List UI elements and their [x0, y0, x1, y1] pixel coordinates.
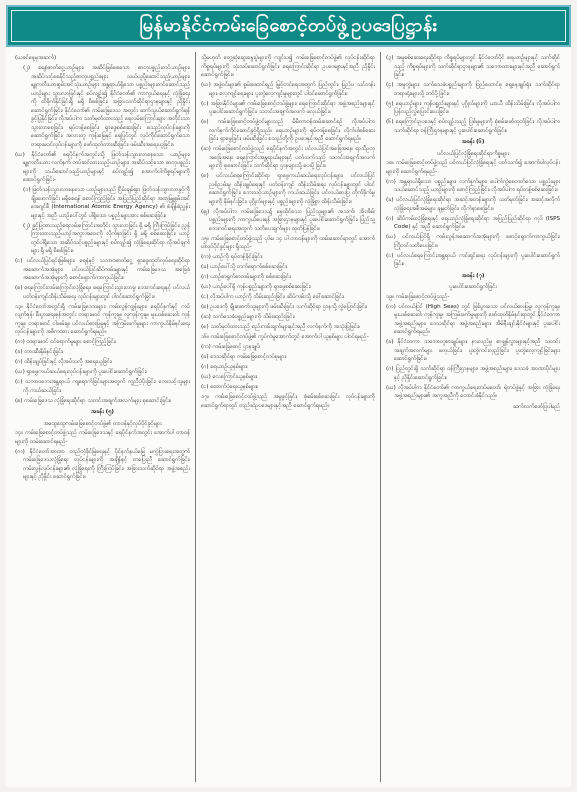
paragraph: (၃) အမှုစစ်ဆေးရေးဆိုင်ရာ ကိစ္စရပ်များတွင် နိုင်ငံတော်ပိုင် ရေယာဉ်များနှင့် သက်ဆိုင်သည့် ကိစ္စရပ်များကို သက်ဆိုင်ရာဌာနများ၏ သဘောထားများနှင့်အညီ ဆောင်ရွက်ခြင်း။ — [386, 55, 560, 78]
paragraph: (ဇ) ပင်လယ်ရေကြောင်းဆိုင်ရာ ရှာဖွေကယ်ဆယ်ရေးလုပ်ငန်းများ၊ ပင်လယ်ပြင် ညစ်ညမ်းမှု ထိန်းချုပ်ရေးနှင့် ပတ်ဝန်းကျင် ထိန်းသိမ်းရေး လုပ်ငန်းများတွင် ပါဝင်ဆောင်ရွက်ခြင်း၊ ဘေးသင့်ယာဉ်များကို ကယ်ဆယ်ခြင်း၊ ပင်လယ်ဓားပြ တိုက်ခိုက်မှုများကို နှိမ်နင်းခြင်း၊ ပုဂ္ဂိုလ်များနှင့် ပစ္စည်းများကို လုံခြုံစွာ ထိန်းသိမ်းခြင်း။ — [201, 173, 375, 205]
paragraph: (စ) ကမ်းခြေဒေသ လုံခြုံရေးဆိုင်ရာ သတင်းအချက်အလက်များ စုဆောင်းခြင်း။ — [15, 397, 172, 404]
continued-note: ဆက်လက်ဖော်ပြပါမည် — [512, 403, 560, 410]
paragraph: (ဂ) ရေယာဉ်ယူနစ်များ၊ — [201, 364, 248, 370]
paragraph: (ဃ) နိုင်ငံတော်၏ ရေပိုင်နက်အတွင်းသို့ ဖြတ်သန်းသွားလာနေသော ယာဉ်များ၊ နျူကလီးယား လက်နက် တပ်ဆင်ထားသည့်ယာဉ်များ၊ အဆိပ်သင့်သော ဓာတုပစ္စည်းများကို သယ်ဆောင်သည့်ယာဉ်များနှင့် စပ်လျဉ်း၍ အောက်ပါကိစ္စရပ်များကို ဆောင်ရွက်ခြင်း- — [15, 151, 190, 183]
paragraph: (စ) ရေကြောင်းလမ်းကြောင်းလုံခြုံရေး၊ ရေကြောင်းသွားလာမှု ဘေးကင်းရေးနှင့် ပင်လယ်ပတ်ဝန်းကျင်ထိန်းသိမ်းရေး လုပ်ငန်းများတွင် ပါဝင်ဆောင်ရွက်ခြင်း။ — [15, 285, 190, 300]
section-heading: အခန်း (၅) — [91, 409, 114, 415]
section-heading: ပင်လယ်ပြင်လုံခြုံရေးဆိုင်ရာကိစ္စများ — [437, 150, 509, 157]
paragraph: (၄) အမှုတွဲများ၊ သက်သေခံပစ္စည်းများကို ပြည်ထောင်စု ရှေ့နေချုပ်ရုံး၊ သက်ဆိုင်ရာ တရားရုံးများသို့ တင်ပို့ခြင်း။ — [386, 82, 560, 97]
paragraph: ၁၃။ နိုင်ငံတော်အတွင်းရှိ ကမ်းခြေဒေသများ၊ ကမ်းလွန်ကျွန်းများ၊ ရေပိုင်နက်နှင့် ကပ်လျက်ဇုန်၊ စီးပွားရေးဇုန်အတွင်း တရားမဝင် ကုန်ကူးမှု၊ လူကုန်ကူးမှု၊ မူးယစ်ဆေးဝါး ကုန်ကူးမှု၊ တရားမဝင် ငါးဖမ်းမှု၊ ပင်လယ်ဓားပြမှုနှင့် အကြမ်းဖက်မှုများ ကာကွယ်နှိမ်နင်းရေးလုပ်ငန်းများကို အဓိကထား ဆောင်ရွက်ရမည်။ — [15, 303, 190, 335]
paragraph: (ဂ) ပြည်တွင်းရှိ သက်ဆိုင်ရာ ဝန်ကြီးဌာနများ၊ အဖွဲ့အစည်းများ၊ ဒေသခံ အာဏာပိုင်များနှင့် ညှိနှိုင်းဆောင်ရွက်ခြင်း။ — [386, 366, 560, 381]
paragraph: (က) အန္တရာယ်ရှိသော ပစ္စည်းများ၊ လက်နက်များ၊ ပေါက်ကွဲစေတတ်သော ပစ္စည်းများ သယ်ဆောင်သည့် ယာဉ်များကို စောင့်ကြည့်ခြင်း၊ လိုအပ်ပါက ရပ်တန့်စစ်ဆေးခြင်း။ — [386, 178, 560, 193]
paragraph: (၂) ရေနံဓာတ်ငွေ့ယာဉ်များ၊ အဆိပ်ဖြစ်စေသော ဓာတုပစ္စည်းတင်ယာဉ်များ၊ အဆိပ်သင့်စေနိုင်သည့်ဓာတုပစ္စည်းများ သယ်ယူပို့ဆောင်သည့်ယာဉ်များ၊ နျူကလီးယားစွမ်းအင်သုံးယာဉ်များ အန္တရာယ်ရှိသော ပစ္စည်းများတင်ဆောင်သည့် ယာဉ်များ သွားလာခြင်းနှင့် စပ်လျဉ်း၍ နိုင်ငံတော်၏ ကာကွယ်ရေးနှင့် လုံခြုံရေးကို ထိခိုက်နိုင်ခြင်းရှိ မရှိ စိစစ်ခြင်း၊ အခြားသက်ဆိုင်ရာဌာနများနှင့် ညှိနှိုင်းဆောင်ရွက်ခြင်း၊ နိုင်ငံတော်၏ ကမ်းခြေဒေသ အတွင်း ဆက်သွယ်ဆောင်ရွက်ရန် ခွင့်ပြုနိုင်ခြင်း၊ လိုအပ်ပါက သတ်မှတ်ထားသည့် ရေလမ်းကြောင်းများ အတိုင်းသာ သွားလာစေခြင်း၊ ရပ်တန့်စေခြင်း၊ ရှာဖွေစစ်ဆေးခြင်း စသည့်လုပ်ငန်းများကို ဆောင်ရွက်ခြင်း၊ အလားတူ ကုန်းမြေနှင့် ရေပြင်တွင် လုပ်ကိုင်ဆောင်ရွက်သော တရားမဝင်လုပ်ငန်းများကို ဖော်ထုတ်တားဆီးခြင်း၊ ဖမ်းဆီးအရေးယူခြင်း။ — [23, 65, 190, 148]
paragraph: (က) နိုင်ငံတော်အာဏာ တည်တံ့ခိုင်မြဲရေးနှင့် ပိုင်နက်နယ်မြေ မကွဲပြားရေးအတွက် ကမ်းခြေဒေသလုံခြုံရေး လုပ်ငန်းများကို အချိန်နှင့် တပြေးညီ ဆောင်ရွက်ခြင်း၊ ကမ်းလွန်လုပ်ငန်းများ၏ လုံခြုံရေးကို ကြီးကြပ်ခြင်း၊ အခြားသက်ဆိုင်ရာ အဖွဲ့အစည်းများနှင့် ညှိနှိုင်း ဆောင်ရွက်ခြင်း။ — [15, 448, 190, 480]
paragraph: (ဃ) အဖွဲ့ဝင်များ၏ စွမ်းဆောင်ရည် မြှင့်တင်ရေးအတွက် ပြည်တွင်း၊ ပြည်ပ သင်တန်းများ၊ လေ့ကျင့်ရေးများ၊ ပူးတွဲလေ့ကျင့်မှုများတွင် ပါဝင်ဆောင်ရွက်ခြင်း။ — [201, 82, 375, 97]
paragraph: (င) အခြားနိုင်ငံများ၏ ကမ်းခြေစောင့်တပ်ဖွဲ့များ၊ ရေကြောင်းဆိုင်ရာ အဖွဲ့အစည်းများနှင့် ပူးပေါင်းဆောင်ရွက်ခြင်း၊ သတင်းအချက်အလက် ဖလှယ်ခြင်း။ — [201, 100, 375, 115]
title-banner — [6, 5, 571, 47]
paragraph: (ခ) ဒေသဆိုင်ရာ ကမ်းခြေစောင့်တပ်စုများ၊ — [201, 354, 287, 360]
paragraph: (ဆ) ကမ်းခြေစောင့်တပ်ဖွဲ့သည် ရေပိုင်နက်အတွင်း ပင်လယ်ပြင်အခြေအနေ၊ ရာသီဥတုအခြေအနေ၊ ရေကြောင်းအန္တရာယ်များနှင့် ပတ်သက်သည့် သတင်းအချက်အလက်များကို စုဆောင်းခြင်း၊ သက်ဆိုင်ရာ ဌာနများသို့ ပေးပို့ခြင်း။ — [201, 146, 375, 169]
paragraph: (၁) ဖြတ်သန်းသွားလာနေသော ယာဉ်များသည် ငြိမ်းချမ်းစွာ ဖြတ်သန်းသွားလာခွင့်ကို ချိုးဖောက်ခြင်း မရှိစေရန် စောင့်ကြည့်ခြင်း၊ အပြည်ပြည်ဆိုင်ရာ အဏုမြူစွမ်းအင် အေဂျင်စီ (International Atomic Energy Agency) ၏ စံချိန်စံညွှန်းများနှင့် အညီ ယာဉ်ပေါ်တွင် ပါရှိသော ပစ္စည်းများအား စစ်ဆေးခြင်း။ — [23, 187, 190, 219]
paragraph: (ဃ) လိုအပ်ပါက နိုင်ငံတော်၏ ကာကွယ်ရေးတပ်မတော်၊ ရဲတပ်ဖွဲ့နှင့် အခြား လုံခြုံရေးအဖွဲ့အစည်းများ၏ အကူအညီကို တောင်းခံနိုင်သည်။ — [386, 384, 560, 399]
newspaper-page — [6, 5, 571, 787]
paragraph: (င) ထောက်ပံ့ရေးယူနစ်များ။ — [201, 384, 259, 390]
paragraph: ၁၈။ ကမ်းခြေစောင့်တပ်ဖွဲ့သည် ပင်လယ်ပြင်လုံခြုံရေးနှင့် ပတ်သက်၍ အောက်ပါလုပ်ငန်းများကို ဆောင်ရွက်ရမည်- — [386, 160, 560, 175]
text-column-3 — [380, 52, 565, 782]
paragraph: (ဂ) ယာဉ်စာရွက်စာတမ်းများကို စစ်ဆေးခြင်း၊ — [201, 274, 292, 280]
section-heading: အခန်း (၇) — [461, 272, 485, 279]
paragraph: (ခ) ယာဉ်ပေါ်သို့ တက်ရောက်စစ်ဆေးခြင်း၊ — [201, 264, 288, 270]
paragraph: (၆) ရေကြောင်းဥပဒေနှင့် စပ်လျဉ်းသည့် ပြစ်မှုများကို စုံစမ်းဖော်ထုတ်ခြင်း၊ လိုအပ်ပါက သက်ဆိုင်ရာ ဝန်ကြီးဌာနများနှင့် ပူးပေါင်းဆောင်ရွက်ခြင်း။ — [386, 119, 560, 134]
paragraph: (င) သဘာဝဘေးအန္တရာယ် ကျရောက်ခြင်းများအတွက် ကူညီပံ့ပိုးခြင်း၊ ဘေးသင့်သူများကို ကယ်ဆယ်ခြင်း၊ — [15, 379, 190, 394]
paragraph: (ခ) တားဆီးနှိမ်နင်းခြင်း၊ — [15, 349, 64, 355]
paragraph: (၅) ရေယာဉ်များ၊ ကုန်ပစ္စည်းများနှင့် ပုဂ္ဂိုလ်များကို ယာယီ ထိန်းသိမ်းခြင်း၊ လိုအပ်ပါက ပြန်လည်လွှဲပြောင်းပေးခြင်း။ — [386, 100, 560, 115]
paragraph: (ခ) ပင်လယ်ပြင်လုံခြုံရေးဆိုင်ရာ အဆင့်အတန်းများကို သတ်မှတ်ခြင်း၊ အဆင့်အလိုက် လုံခြုံရေးအစီအမံများ ချမှတ်ခြင်း၊ လိုက်နာစေခြင်း။ — [386, 197, 560, 212]
paragraph: (ဇ) သတ်မှတ်ထားသည့် စည်းကမ်းချက်များနှင့်အညီ လက်နက်ကို အသုံးပြုခြင်း။ — [201, 324, 361, 330]
paragraph: (ဃ) ပင်လယ်ပြင်ရှိ ကမ်းလွန်အဆောက်အအုံများကို စောင့်ရှောက်ကာကွယ်ခြင်း၊ ကြိုတင်သတိပေးခြင်း။ — [386, 234, 560, 249]
paragraph: ၁၉။ ကမ်းခြေစောင့်တပ်ဖွဲ့သည်- — [386, 293, 450, 300]
paragraph: (က) တရားမဝင် ဝင်ရောက်မှုများ စောင့်ကြည့်ခြင်း၊ — [15, 339, 117, 345]
paragraph: (င) ပင်လယ်ရေကြောင်းအန္တရာယ် ကင်းရှင်းရေး လုပ်ငန်းများကို ပူးပေါင်းဆောင်ရွက်ခြင်း။ — [386, 252, 560, 267]
paragraph: (ဂ) ဆိပ်ကမ်းလုံခြုံရေးနှင့် ရေယာဉ်လုံခြုံရေးဆိုင်ရာ အပြည်ပြည်ဆိုင်ရာ ကုဒ် (ISPS Code) နှင့် အညီ ဆောင်ရွက်ခြင်း။ — [386, 215, 560, 230]
paragraph: (က) ယာဉ်ကို ရပ်တန့်ခိုင်းခြင်း၊ — [201, 254, 263, 260]
paragraph: ၁၆။ ကမ်းခြေစောင့်တပ်ဖွဲ့၏ ကွပ်ကဲမှုအောက်တွင် အောက်ပါ ယူနစ်များ ပါဝင်ရမည်- — [201, 334, 369, 340]
paragraph: (ဆ) သက်သေခံပစ္စည်းများကို သိမ်းဆည်းခြင်း၊ — [201, 314, 295, 320]
text-column-2 — [195, 52, 380, 782]
paragraph: (စ) ကမ်းခြေစောင့်တပ်ဖွဲ့ဝင်များသည် မိမိတာဝန်ထမ်းဆောင်စဉ် လိုအပ်ပါက လက်နက်ကိုင်ဆောင်ခွင့်ရှိသည်။ ရေယာဉ်များကို ရပ်တန့်စေခြင်း၊ လိုက်ပါစစ်ဆေးခြင်း၊ ရှာဖွေခြင်း၊ ဖမ်းဆီးခြင်း စသည်တို့ကို ဥပဒေနှင့်အညီ ဆောင်ရွက်ရမည်။ — [201, 119, 375, 142]
paragraph: (ဂ) ထိန်းချုပ်ခြင်းနှင့် လိုအပ်သလို အရေးယူခြင်း၊ — [15, 359, 113, 365]
paragraph: (ဃ) ယာဉ်ပေါ်ရှိ ကုန်ပစ္စည်းများကို ရှာဖွေစစ်ဆေးခြင်း၊ — [201, 284, 311, 290]
section-heading: အထွေထွေကမ်းခြေစောင့်တပ်ဖွဲ့၏ တာဝန်နှင့်လုပ်ပိုင်ခွင့်များ — [43, 420, 162, 427]
section-heading: အခန်း (၆) — [461, 139, 485, 145]
page-title: မြန်မာနိုင်ငံကမ်းခြေစောင့်တပ်ဖွဲ့ဥပဒေပြဋ္ဌာန်း — [11, 10, 566, 42]
text-columns — [10, 52, 567, 782]
paragraph: ၁၇။ ကမ်းခြေစောင့်တပ်ဖွဲ့သည် အမှုဖွင့်ခြင်း၊ စုံစမ်းစစ်ဆေးခြင်း လုပ်ငန်းများကို ဆောင်ရွက်ရာတွင် တည်ဆဲဥပဒေများနှင့်အညီ ဆောင်ရွက်ရမည်။ — [201, 394, 375, 409]
paragraph: (စ) ဥပဒေကို ချိုးဖောက်သူများကို ဖမ်းဆီးခြင်း၊ သက်ဆိုင်ရာ ဌာနသို့ လွှဲပြောင်းခြင်း၊ — [201, 304, 368, 310]
paragraph: (ယခင်နေ့မှအဆက်) — [15, 55, 57, 61]
paragraph: (င) ပင်လယ်ပြင်ရင်းမြစ်များ၊ ရေနံနှင့် သဘာဝဓာတ်ငွေ့ ရှာဖွေထုတ်လုပ်ရေးဆိုင်ရာ အဆောက်အအုံများ၊ ပင်လယ်ပြင်ဆိပ်ကမ်းများနှင့် ကမ်းခြေဒေသ အခြေခံအဆောက်အအုံများကို စောင့်ရှောက်ကာကွယ်ခြင်း။ — [15, 258, 190, 281]
paragraph: (င) လိုအပ်ပါက ယာဉ်ကို သိမ်းဆည်းခြင်း၊ ဆိပ်ကမ်းသို့ ခေါ်ဆောင်ခြင်း၊ — [201, 294, 345, 300]
paragraph: (က) ပင်လယ်ပြင် (High Seas) တွင် ဖြစ်ပွားသော ပင်လယ်ဓားပြမှု၊ လူကုန်ကူးမှု၊ မူးယစ်ဆေးဝါး ကုန်ကူးမှု၊ အကြမ်းဖက်မှုများကို ဖော်ထုတ်နှိမ်နင်းရာတွင် နိုင်ငံတကာ အဖွဲ့အစည်းများ၊ ဒေသဆိုင်ရာ အဖွဲ့အစည်းများ၊ အိမ်နီးချင်းနိုင်ငံများနှင့် ပူးပေါင်းဆောင်ရွက်ရမည်။ — [386, 303, 560, 335]
paragraph: (က) ကမ်းခြေစောင့် ဌာနချုပ်၊ — [201, 344, 261, 350]
paragraph: (၂) ခွင့်ပြုထားသည့်ရေလမ်းကြောင်းအတိုင်း သွားလာခြင်း ရှိ မရှိ ကြီးကြပ်ခြင်း၊ ညွှန်ကြားထားသည့်ယာဉ်အကွာအဝေးကို လိုက်နာခြင်း ရှိ မရှိ စစ်ဆေးခြင်း၊ ယာဉ်တွင်ပါရှိသော အဆိပ်သင့်ပစ္စည်းများနှင့် စပ်လျဉ်း၍ လုံခြုံရေးဆိုင်ရာ လိုအပ်ချက်များ ရှိ မရှိ စိစစ်ခြင်း။ — [23, 222, 190, 254]
section-heading: ပူးပေါင်းဆောင်ရွက်ခြင်း — [449, 284, 497, 290]
paragraph: (ဈ) လိုအပ်ပါက ကမ်းခြေဒေသ၌ နေထိုင်သော ပြည်သူများ၏ အသက်၊ အိုးအိမ်၊ ပစ္စည်းများကို ကာကွယ်ပေးရန် အခြားဌာနများနှင့် ပူးပေါင်းဆောင်ရွက်ခြင်း၊ ပြည်သူ့ဘေးကင်းရေးအတွက် သတိပေးချက်များ ထုတ်ပြန်ခြင်း။ — [201, 208, 375, 232]
text-column-1 — [10, 52, 195, 782]
paragraph: (ခ) နိုင်ငံတကာ သဘောတူစာချုပ်များ၊ နားလည်မှု စာချွန်လွှာများနှင့်အညီ သတင်းအချက်အလက်များ ဖလှယ်ခြင်း၊ ပူးတွဲကင်းလှည့်ခြင်း၊ ပူးတွဲလေ့ကျင့်ခြင်းများ ဆောင်ရွက်ခြင်း။ — [386, 339, 560, 362]
paragraph: ၁၄။ ကမ်းခြေစောင့်တပ်ဖွဲ့သည် ကမ်းခြေဒေသနှင့် ရေပိုင်နက်အတွင်း အောက်ပါ တာဝန်များကို ထမ်းဆောင်ရမည်- — [15, 430, 190, 445]
paragraph: (ဃ) ရှာဖွေကယ်ဆယ်ရေးလုပ်ငန်းများကို ပူးပေါင်းဆောင်ရွက်ခြင်း၊ — [15, 369, 147, 375]
paragraph: သို့မဟုတ် တွေ့ဆုံဆွေးနွေးပွဲများကို ကျင်းပ၍ ကမ်းခြေစောင့်တပ်ဖွဲ့၏ လုပ်ငန်းဆိုင်ရာ ကိစ္စရပ်များကို သုံးသပ်ဆောင်ရွက်ခြင်း၊ ရေကြောင်းဆိုင်ရာ ဥပဒေများနှင့်အညီ ညှိနှိုင်းဆောင်ရွက်ခြင်း။ — [201, 55, 375, 78]
paragraph: (ဃ) လေကြောင်းယူနစ်များ၊ — [201, 374, 258, 380]
paragraph: ၁၅။ ကမ်းခြေစောင့်တပ်ဖွဲ့သည် ပုဒ်မ ၁၄ ပါ တာဝန်များကို ထမ်းဆောင်ရာတွင် အောက်ပါလုပ်ပိုင်ခွင့်များ ရှိသည်- — [201, 235, 375, 250]
